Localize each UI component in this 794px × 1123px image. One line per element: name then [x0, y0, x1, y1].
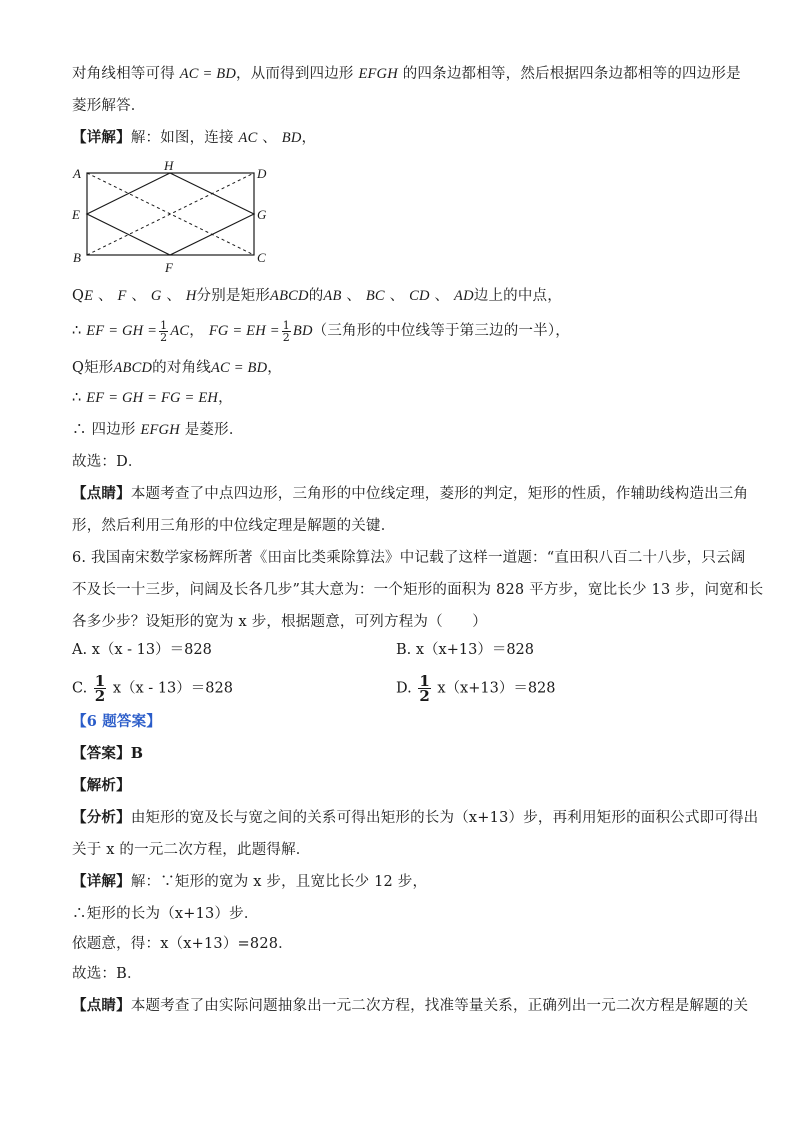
text: 的对角线 — [152, 360, 211, 376]
option-a: A. x（x - 13）＝828 — [72, 642, 212, 658]
because-symbol: Q — [72, 360, 85, 376]
detail-tag: 【详解】 — [72, 129, 131, 146]
text: 、 — [97, 288, 113, 304]
math-ac-bd: AC = BD — [179, 66, 237, 82]
answer-heading: 【6 题答案】 — [72, 713, 162, 730]
text: 四边形 — [91, 422, 136, 438]
frac-den: 2 — [419, 687, 430, 705]
xiangjie-line3: 依题意，得：x（x+13）=828． — [72, 936, 293, 952]
label-b: B — [73, 250, 81, 265]
text: 由矩形的宽及长与宽之间的关系可得出矩形的长为（x+13）步，再利用矩形的面积公式即可得出 — [130, 810, 759, 826]
proof-line3 — [72, 358, 734, 378]
fenxi-line2: 关于 x 的一元二次方程，此题得解． — [72, 842, 311, 858]
text: 是菱形． — [184, 422, 244, 438]
option-b: B. x（x+13）＝828 — [396, 642, 535, 658]
because-symbol: Q — [72, 288, 85, 304]
comment-tag: 【点睛】 — [72, 997, 131, 1014]
dianjing-line1 — [72, 996, 749, 1016]
therefore-symbol: ∴ — [72, 323, 82, 339]
math: AC = BD — [210, 360, 268, 376]
text: 的四条边都相等，然后根据四条边都相等的四边形是 — [402, 66, 741, 82]
analysis-heading: 【解析】 — [72, 777, 131, 794]
comment-tag: 【点睛】 — [72, 485, 131, 502]
comment1-line1 — [72, 484, 749, 504]
q6-line1: 6. 我国南宋数学家杨辉所著《田亩比类乘除算法》中记载了这样一道题：“直田积八百二十八步，只云阔 — [72, 550, 746, 566]
comment1-line2: 形，然后利用三角形的中位线定理是解题的关键． — [72, 518, 396, 534]
text: 、 — [131, 288, 147, 304]
option-label: D. — [396, 680, 412, 697]
rectangle-rhombus-figure — [68, 158, 278, 278]
text: （三角形的中位线等于第三边的一半）， — [312, 323, 571, 339]
math: H — [185, 288, 197, 304]
text: ，从而得到四边形 — [236, 66, 354, 82]
text: 解：∵矩形的宽为 x 步，且宽比长少 12 步， — [130, 874, 428, 890]
text: 、 — [389, 288, 405, 304]
q6-line3: 各多少步？设矩形的宽为 x 步，根据题意，可列方程为（ ） — [72, 614, 487, 630]
frac-num: 1 — [94, 672, 106, 690]
option-label: C. — [72, 680, 88, 697]
fraction-half — [94, 674, 106, 703]
proof-line1 — [72, 286, 734, 306]
text: 、 — [262, 130, 277, 146]
text: 、 — [346, 288, 362, 304]
text: 本题考查了中点四边形，三角形的中位线定理，菱形的判定，矩形的性质，作辅助线构造出三角 — [130, 486, 749, 502]
text: 本题考查了由实际问题抽象出一元二次方程，找准等量关系，正确列出一元二次方程是解题的关 — [130, 998, 749, 1014]
label-h: H — [164, 158, 174, 173]
math: ABCD — [113, 360, 153, 376]
label-c: C — [257, 250, 266, 265]
label-d: D — [257, 166, 267, 181]
fraction-half — [282, 320, 291, 343]
option-c — [72, 674, 233, 703]
therefore-symbol: ∴ — [72, 390, 82, 406]
math: G — [150, 288, 162, 304]
math: AD — [454, 288, 474, 304]
math: BC — [365, 288, 385, 304]
label-g: G — [257, 207, 267, 222]
proof-line4 — [72, 388, 734, 408]
frac-den: 2 — [160, 330, 168, 344]
text: 对角线相等可得 — [72, 66, 175, 82]
label-e: E — [72, 207, 80, 222]
text: 、 — [166, 288, 182, 304]
fraction-half — [418, 674, 430, 703]
frac-num: 1 — [160, 318, 168, 332]
math: EF = GH = FG = EH — [86, 390, 219, 406]
text: 、 — [434, 288, 450, 304]
math: EF = GH = — [86, 323, 158, 339]
math: F — [117, 288, 127, 304]
text: 边上的中点， — [473, 288, 562, 304]
math-efgh: EFGH — [358, 66, 398, 82]
detail-tag: 【详解】 — [72, 873, 131, 890]
math: FG = EH = — [208, 323, 280, 339]
xiangjie-line2: ∴矩形的长为（x+13）步． — [72, 906, 259, 922]
detail1-line — [72, 128, 734, 148]
analysis-tag: 【分析】 — [72, 809, 131, 826]
proof-line2 — [72, 318, 734, 344]
math: BD — [292, 323, 313, 339]
option-text: x（x - 13）＝828 — [112, 680, 233, 697]
frac-num: 1 — [419, 672, 430, 690]
math-bd: BD — [281, 130, 302, 146]
text: 分别是矩形 — [196, 288, 271, 304]
label-a: A — [73, 166, 81, 181]
text: ， — [301, 130, 317, 146]
text: ， — [267, 360, 282, 376]
math: ABCD — [270, 288, 309, 304]
fenxi-line1 — [72, 808, 759, 828]
para1-line1 — [72, 64, 741, 84]
math: EFGH — [140, 422, 180, 438]
math: E — [84, 288, 94, 304]
q6-line2: 不及长一十三步，问阔及长各几步”其大意为：一个矩形的面积为 828 平方步，宽比长少 13 步，问宽和长 — [72, 582, 764, 598]
xiangjie-line4: 故选：B． — [72, 966, 142, 982]
math-ac: AC — [238, 130, 258, 146]
xiangjie-line1 — [72, 872, 734, 892]
text: 解：如图，连接 — [130, 130, 234, 146]
option-d — [396, 674, 556, 703]
text: 的 — [308, 288, 324, 304]
label-f: F — [165, 260, 173, 275]
fraction-half — [159, 320, 168, 343]
therefore-symbol: ∴ — [72, 422, 87, 438]
frac-den: 2 — [94, 687, 106, 705]
proof-choice: 故选：D． — [72, 454, 143, 470]
text: 矩形 — [84, 360, 114, 376]
answer-text: 【答案】B — [72, 745, 144, 762]
frac-den: 2 — [282, 330, 290, 344]
para1-line2: 菱形解答． — [72, 98, 146, 114]
frac-num: 1 — [282, 318, 290, 332]
text: ， — [189, 323, 204, 339]
math: CD — [409, 288, 430, 304]
option-text: x（x+13）＝828 — [437, 680, 556, 697]
text: ， — [218, 390, 233, 406]
math: AB — [323, 288, 342, 304]
proof-line5 — [72, 420, 734, 440]
math: AC — [170, 323, 190, 339]
answer-line — [72, 744, 734, 764]
